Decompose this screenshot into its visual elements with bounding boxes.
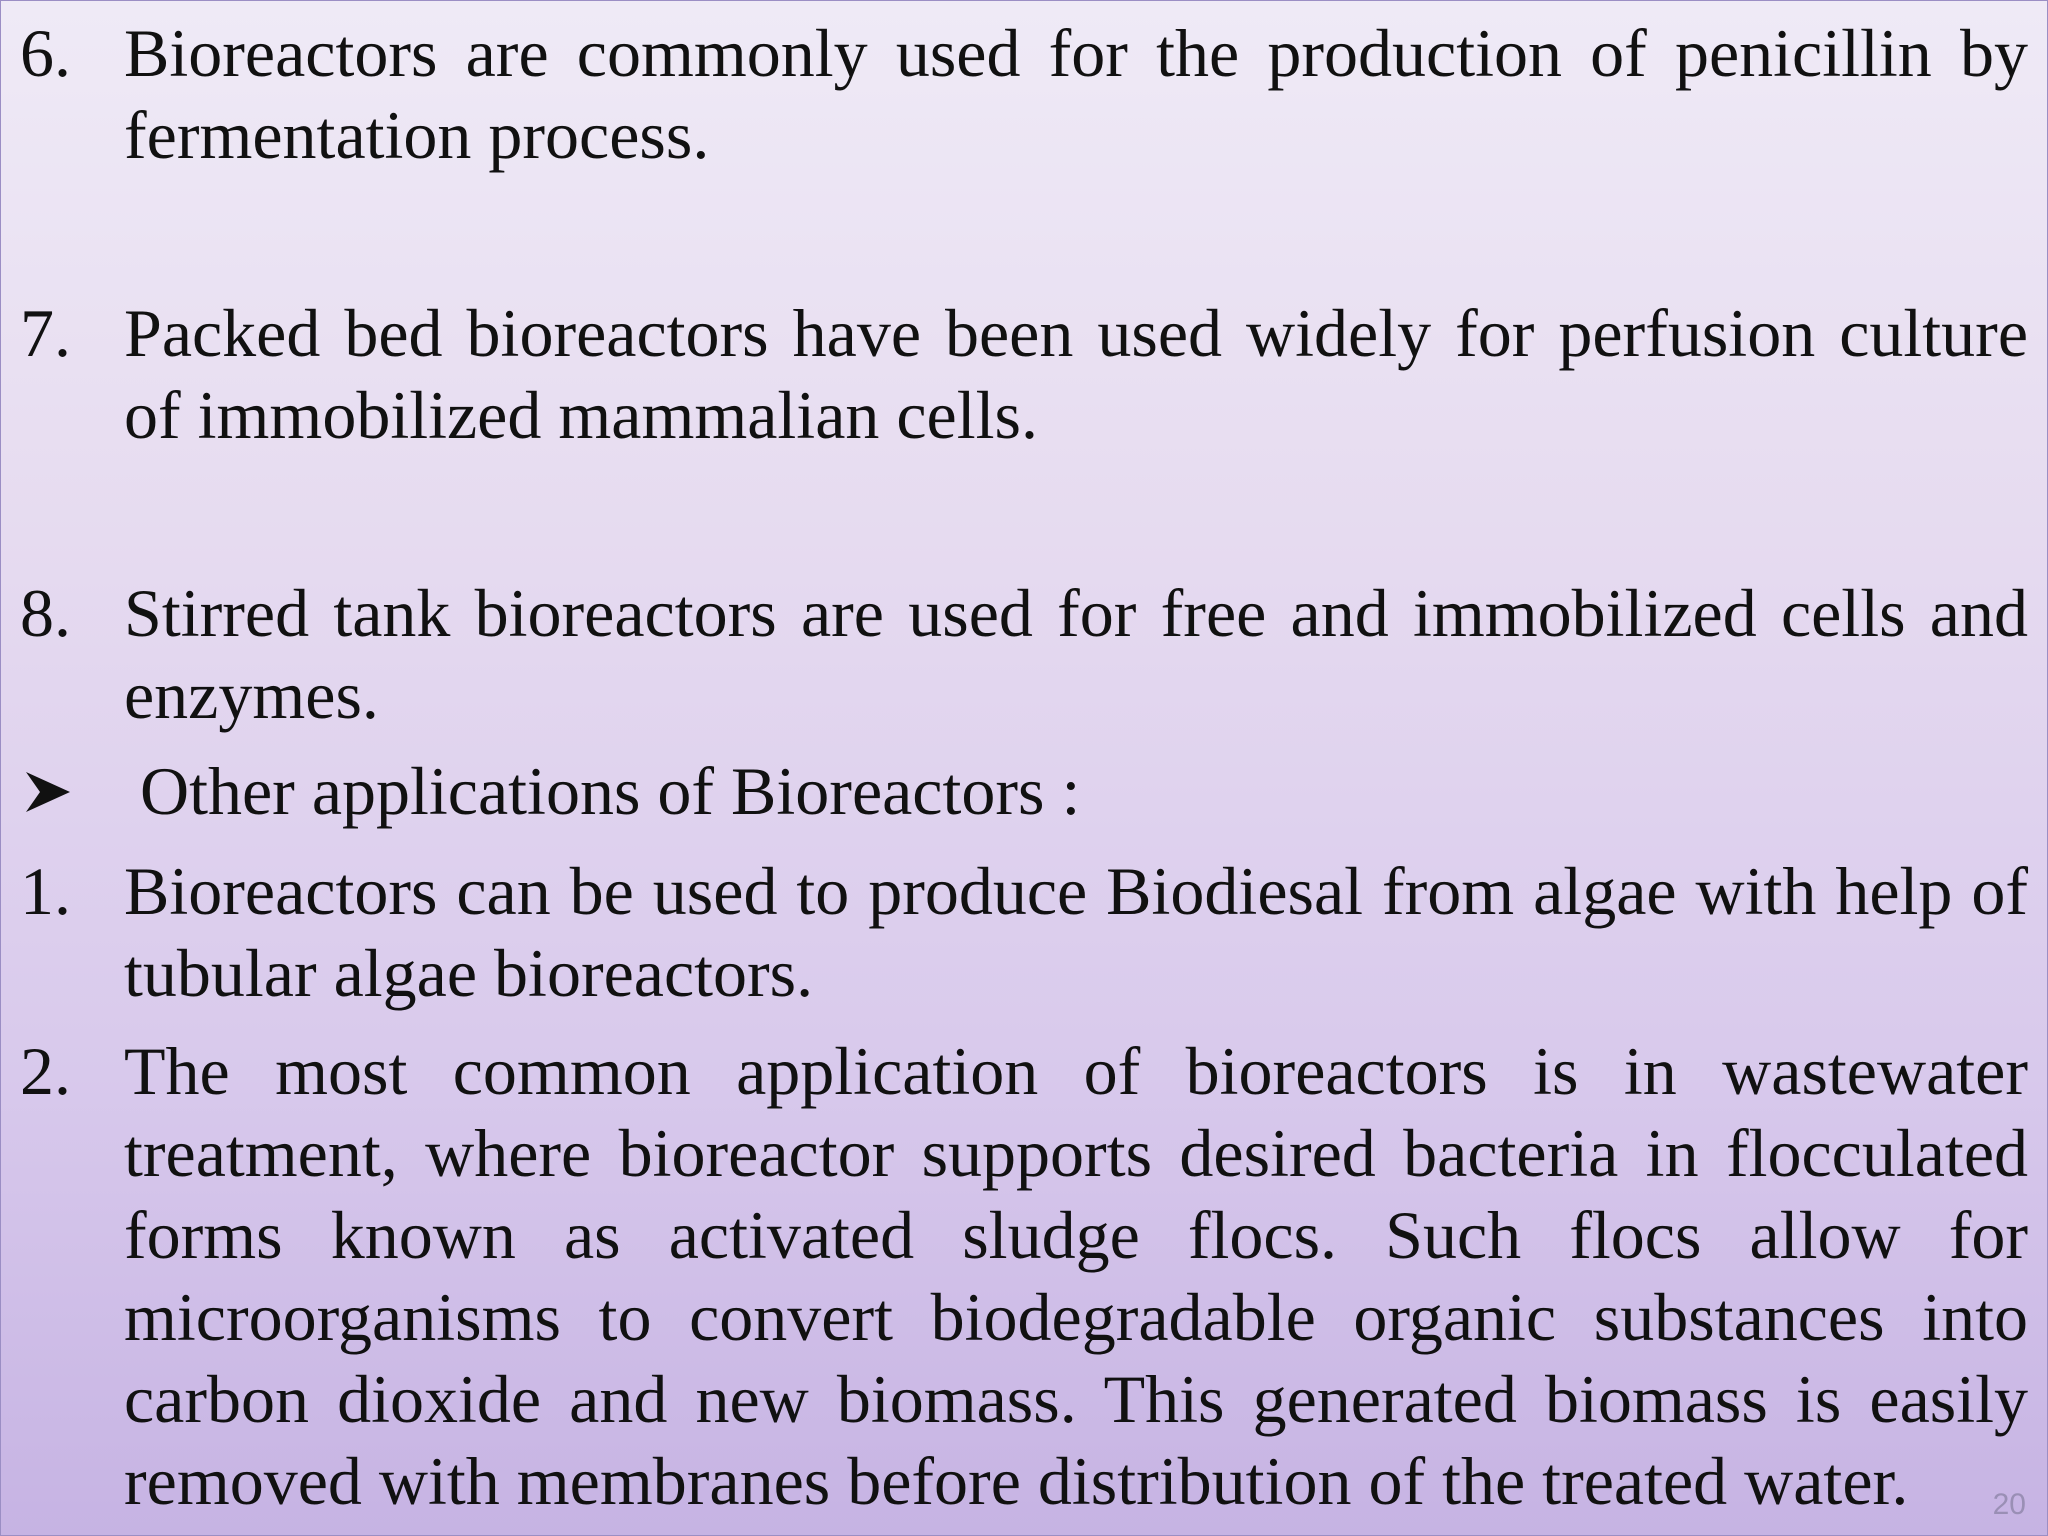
list-item-8: [20, 572, 2028, 736]
arrow-bullet-icon: [20, 750, 80, 832]
list-item-7: [20, 292, 2028, 456]
page-number: 20: [1992, 1488, 2026, 1521]
section-heading-text: Other applications of Bioreactors :: [140, 753, 1081, 829]
item-number: 7.: [20, 295, 71, 371]
item-text: Stirred tank bioreactors are used for free and immobilized cells and enzymes.: [124, 575, 2028, 733]
list-item-1: [20, 850, 2028, 1014]
item-number: 1.: [20, 853, 71, 929]
list-item-6: [20, 12, 2028, 176]
item-number: 2.: [20, 1033, 71, 1109]
item-text: Bioreactors are commonly used for the production of penicillin by fermentation process.: [124, 15, 2028, 173]
item-text: Bioreactors can be used to produce Biodiesal from algae with help of tubular algae bioreactors.: [124, 853, 2028, 1011]
item-number: 6.: [20, 15, 71, 91]
item-text: The most common application of bioreactors is in wastewater treatment, where bioreactor supports desired bacteria in flocculated forms known as activated sludge flocs. Such flocs allow for microorganisms to convert biodegradable organic substances into carbon dioxide and new biomass. This generated biomass is easily removed with membranes before distribution of the treated water.: [124, 1033, 2028, 1519]
list-item-2: [20, 1030, 2028, 1522]
item-number: 8.: [20, 575, 71, 651]
item-text: Packed bed bioreactors have been used widely for perfusion culture of immobilized mammalian cells.: [124, 295, 2028, 453]
